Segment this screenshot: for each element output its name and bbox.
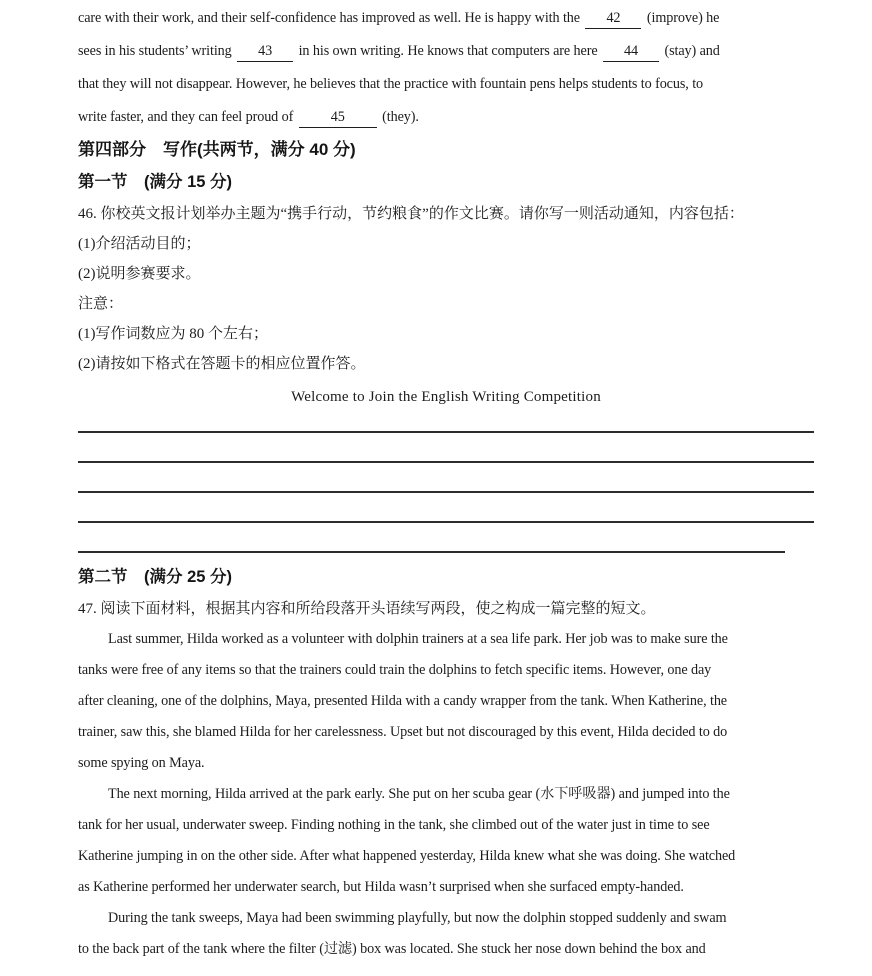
answer-line [78, 523, 785, 553]
cloze-line [78, 2, 814, 35]
essay-title: Welcome to Join the English Writing Competition [291, 389, 601, 405]
story-line: tanks were free of any items so that the trainers could train the dolphins to fetch specific items. However, one day [78, 662, 712, 678]
answer-line [78, 411, 814, 433]
story-line: Katherine jumping in on the other side. After what happened yesterday, Hilda knew what she was doing. She watched [78, 848, 736, 864]
q46-notes [78, 319, 814, 379]
story-line: as Katherine performed her underwater search, but Hilda wasn’t surprised when she surfaced empty-handed. [78, 879, 684, 895]
cloze-line [78, 35, 814, 68]
cloze-text: care with their work, and their self-confidence has improved as well. He is happy with the [78, 10, 584, 26]
story-paragraph [78, 903, 814, 965]
q46-point: (1)介绍活动目的； [78, 236, 201, 252]
section1-header: 第一节 (满分 15 分) [78, 173, 233, 191]
cloze-blank: 42 [585, 11, 641, 29]
story-line: tank for her usual, underwater sweep. Finding nothing in the tank, she climbed out of the water just in time to see [78, 817, 710, 833]
cloze-text: (they). [378, 109, 419, 125]
story-line: some spying on Maya. [78, 755, 205, 771]
story-line: Last summer, Hilda worked as a volunteer with dolphin trainers at a sea life park. Her job was to make sure the [108, 631, 728, 647]
answer-lines [78, 411, 814, 553]
story-line: trainer, saw this, she blamed Hilda for her carelessness. Upset but not discouraged by this event, Hilda decided to do [78, 724, 728, 740]
cloze-text: sees in his students’ writing [78, 43, 236, 59]
story-line: During the tank sweeps, Maya had been swimming playfully, but now the dolphin stopped suddenly and swam [108, 910, 727, 926]
q46-points [78, 229, 814, 289]
cloze-passage [78, 2, 814, 134]
answer-line [78, 433, 814, 463]
q46-point: (2)说明参赛要求。 [78, 266, 201, 282]
story-line: after cleaning, one of the dolphins, Maya, presented Hilda with a candy wrapper from the tank. When Katherine, the [78, 693, 728, 709]
q46-notes-label: 注意： [78, 296, 124, 312]
story-passage [78, 624, 814, 965]
answer-line [78, 493, 814, 523]
answer-line [78, 463, 814, 493]
cloze-text: in his own writing. He knows that computers are here [295, 43, 601, 59]
cloze-line [78, 68, 814, 101]
story-paragraph [78, 624, 814, 779]
cloze-text: (stay) and [661, 43, 720, 59]
q47-prompt: 47. 阅读下面材料，根据其内容和所给段落开头语续写两段，使之构成一篇完整的短文。 [78, 601, 656, 617]
cloze-blank: 45 [299, 110, 377, 128]
story-line: The next morning, Hilda arrived at the park early. She put on her scuba gear (水下呼吸器) and jumped into the [108, 786, 730, 802]
q46-note: (2)请按如下格式在答题卡的相应位置作答。 [78, 356, 366, 372]
cloze-blank: 44 [603, 44, 659, 62]
story-paragraph [78, 779, 814, 903]
cloze-text: that they will not disappear. However, he believes that the practice with fountain pens helps students to focus, to [78, 76, 704, 92]
section2-header: 第二节 (满分 25 分) [78, 568, 233, 586]
story-line: to the back part of the tank where the filter (过滤) box was located. She stuck her nose down behind the box and [78, 941, 706, 957]
cloze-blank: 43 [237, 44, 293, 62]
part4-header: 第四部分 写作(共两节，满分 40 分) [78, 140, 356, 159]
cloze-line [78, 101, 814, 134]
q46-note: (1)写作词数应为 80 个左右； [78, 326, 268, 342]
q46-prompt: 46. 你校英文报计划举办主题为“携手行动，节约粮食”的作文比赛。请你写一则活动通知，内容包括： [78, 206, 744, 222]
cloze-text: write faster, and they can feel proud of [78, 109, 297, 125]
cloze-text: (improve) he [643, 10, 720, 26]
